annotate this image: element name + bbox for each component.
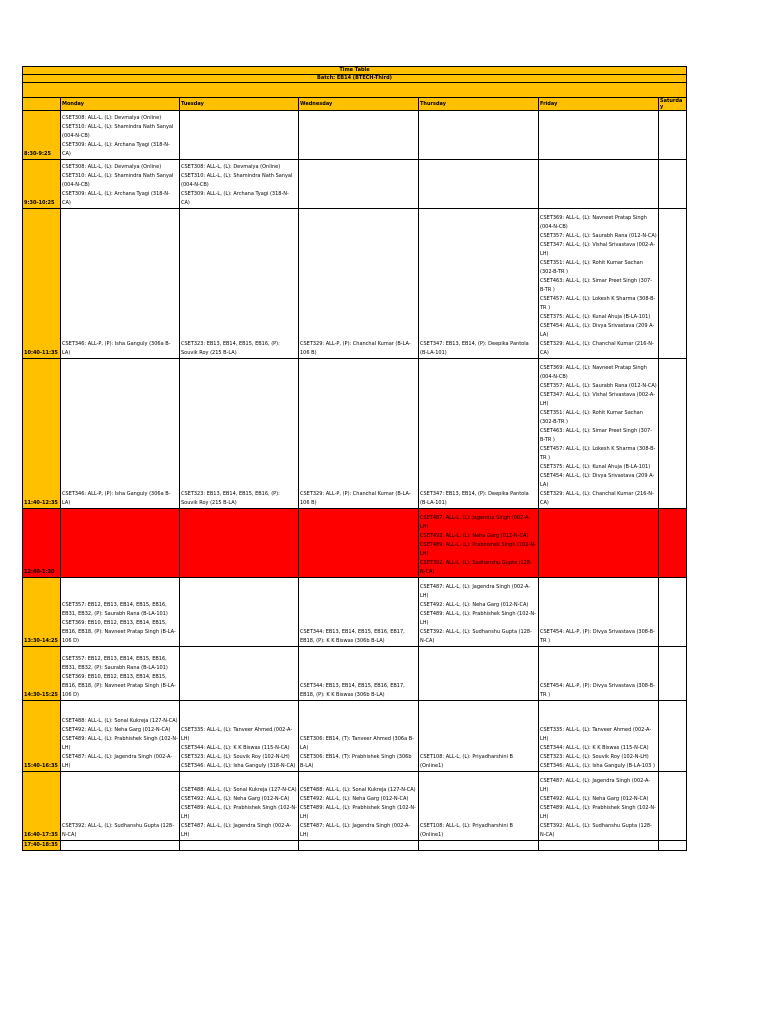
timetable-row: [23, 647, 687, 701]
class-entry: CSET308: ALL-L, (L): Devmalya (Online): [62, 115, 162, 121]
class-cell: [419, 578, 539, 647]
class-cell: [419, 209, 539, 359]
class-cell: [659, 578, 687, 647]
time-slot-label: 10:40-11:35: [23, 209, 61, 359]
class-entry: CSET489: ALL-L, (L): Prabhishek Singh (102-N-LH): [62, 736, 178, 751]
time-slot-label: 17:40-18:35: [23, 841, 61, 851]
class-cell: [659, 841, 687, 851]
class-cell: [419, 647, 539, 701]
class-entry: CSET375: ALL-L, (L): Kunal Ahuja (B-LA-101): [540, 464, 651, 470]
class-entry: CSET487: ALL-L, (L): Jagendra Singh (002-A-LH): [62, 754, 173, 769]
class-entry: CSET487: ALL-L, (L): Jagendra Singh (002-A-LH): [420, 515, 531, 530]
class-cell: [180, 209, 299, 359]
class-cell: [299, 578, 419, 647]
class-cell: [61, 772, 180, 841]
class-cell: [419, 359, 539, 509]
class-cell: [299, 841, 419, 851]
class-entry: CSET351: ALL-L, (L): Rohit Kumar Sachan (302-B-TR ): [540, 260, 643, 275]
class-cell: [539, 509, 659, 578]
class-cell: [61, 359, 180, 509]
class-entry: CSET457: ALL-L, (L): Lokesh K Sharma (308-B-TR ): [540, 296, 656, 311]
class-entry: CSET346: ALL-L, (L): Isha Ganguly (318-N-CA): [181, 763, 296, 769]
class-cell: [61, 209, 180, 359]
time-slot-label: 8:30-9:25: [23, 111, 61, 160]
class-cell: [299, 647, 419, 701]
class-cell: [539, 359, 659, 509]
time-slot-label: 15:40-16:35: [23, 701, 61, 772]
class-entry: CSET369: EB10, EB12, EB13, EB14, EB15, EB16, EB18, (P): Navneet Pratap Singh (B-LA-106 D): [62, 674, 176, 698]
class-cell: [299, 359, 419, 509]
class-entry: CSET487: ALL-L, (L): Jagendra Singh (002-A-LH): [181, 823, 292, 838]
class-entry: CSET335: ALL-L, (L): Tanveer Ahmed (002-A-LH): [540, 727, 652, 742]
class-cell: [61, 160, 180, 209]
class-cell: [539, 111, 659, 160]
class-entry: CSET309: ALL-L, (L): Archana Tyagi (318-N-CA): [62, 142, 170, 157]
class-entry: CSET323: ALL-L, (L): Souvik Roy (102-N-LH): [540, 754, 649, 760]
class-entry: CSET488: ALL-L, (L): Sonal Kukreja (127-N-CA): [300, 787, 416, 793]
class-cell: [659, 160, 687, 209]
class-entry: CSET329: ALL-L, (L): Chanchal Kumar (216-N-CA): [540, 491, 654, 506]
class-entry: CSET347: EB13, EB14, (P): Deepika Pantola (B-LA-101): [420, 341, 529, 356]
class-entry: CSET108: ALL-L, (L): Priyadharshini B (Online1): [420, 754, 513, 769]
class-cell: [659, 111, 687, 160]
class-entry: CSET344: EB13, EB14, EB15, EB16, EB17, EB18, (P): K K Biswas (306b B-LA): [300, 629, 405, 644]
class-cell: [419, 772, 539, 841]
class-entry: CSET369: ALL-L, (L): Navneet Pratap Singh (004-N-CB): [540, 365, 647, 380]
timetable-row: [23, 359, 687, 509]
class-entry: CSET463: ALL-L, (L): Simar Preet Singh (307-B-TR ): [540, 278, 653, 293]
class-cell: [419, 701, 539, 772]
time-slot-label: 14:30-15:25: [23, 647, 61, 701]
class-cell: [299, 509, 419, 578]
timetable: [22, 66, 687, 851]
class-entry: CSET369: EB10, EB12, EB13, EB14, EB15, EB16, EB18, (P): Navneet Pratap Singh (B-LA-106 D): [62, 620, 176, 644]
timetable-row: [23, 841, 687, 851]
class-entry: CSET347: ALL-L, (L): Vishal Srivastava (002-A-LH): [540, 242, 656, 257]
class-entry: CSET457: ALL-L, (L): Lokesh K Sharma (308-B-TR ): [540, 446, 656, 461]
timetable-row: [23, 509, 687, 578]
class-cell: [419, 509, 539, 578]
day-header-saturday: Saturday: [659, 98, 687, 111]
class-cell: [61, 647, 180, 701]
timetable-row: [23, 578, 687, 647]
class-entry: CSET487: ALL-L, (L): Jagendra Singh (002-A-LH): [420, 584, 531, 599]
class-cell: [299, 209, 419, 359]
class-cell: [539, 841, 659, 851]
class-cell: [61, 509, 180, 578]
class-entry: CSET323: EB13, EB14, EB15, EB16, (P): Souvik Roy (215 B-LA): [181, 341, 280, 356]
class-entry: CSET357: ALL-L, (L): Saurabh Rana (012-N-CA): [540, 383, 657, 389]
class-entry: CSET454: ALL-P, (P): Divya Srivastava (308-B-TR ): [540, 629, 655, 644]
class-entry: CSET392: ALL-L, (L): Sudhanshu Gupta (128-N-CA): [420, 629, 532, 644]
class-entry: CSET392: ALL-L, (L): Sudhanshu Gupta (128-N-CA): [420, 560, 532, 575]
class-entry: CSET335: ALL-L, (L): Tanveer Ahmed (002-A-LH): [181, 727, 293, 742]
class-entry: CSET329: ALL-L, (L): Chanchal Kumar (216-N-CA): [540, 341, 654, 356]
day-header-monday: Monday: [61, 98, 180, 111]
class-entry: CSET392: ALL-L, (L): Sudhanshu Gupta (128-N-CA): [62, 823, 174, 838]
class-entry: CSET375: ALL-L, (L): Kunal Ahuja (B-LA-101): [540, 314, 651, 320]
class-entry: CSET489: ALL-L, (L): Prabhishek Singh (102-N-LH): [181, 805, 297, 820]
class-cell: [659, 701, 687, 772]
class-cell: [419, 841, 539, 851]
class-entry: CSET392: ALL-L, (L): Sudhanshu Gupta (128-N-CA): [540, 823, 652, 838]
class-entry: CSET488: ALL-L, (L): Sonal Kukreja (127-N-CA): [62, 718, 178, 724]
class-cell: [659, 509, 687, 578]
class-entry: CSET489: ALL-L, (L): Prabhishek Singh (102-N-LH): [540, 805, 656, 820]
class-cell: [299, 160, 419, 209]
class-entry: CSET492: ALL-L, (L): Neha Garg (012-N-CA): [181, 796, 290, 802]
class-entry: CSET310: ALL-L, (L): Shamindra Nath Sanyal (004-N-CB): [181, 173, 293, 188]
class-entry: CSET310: ALL-L, (L): Shamindra Nath Sanyal (004-N-CB): [62, 124, 174, 139]
class-entry: CSET369: ALL-L, (L): Navneet Pratap Singh (004-N-CB): [540, 215, 647, 230]
class-cell: [61, 111, 180, 160]
class-entry: CSET357: ALL-L, (L): Saurabh Rana (012-N-CA): [540, 233, 657, 239]
class-entry: CSET308: ALL-L, (L): Devmalya (Online): [62, 164, 162, 170]
class-cell: [180, 772, 299, 841]
time-slot-label: 12:40-1:30: [23, 509, 61, 578]
day-header-friday: Friday: [539, 98, 659, 111]
class-entry: CSET492: ALL-L, (L): Neha Garg (012-N-CA): [62, 727, 171, 733]
class-entry: CSET309: ALL-L, (L): Archana Tyagi (318-N-CA): [62, 191, 170, 206]
class-entry: CSET487: ALL-L, (L): Jagendra Singh (002-A-LH): [300, 823, 411, 838]
class-entry: CSET323: ALL-L, (L): Souvik Roy (102-N-LH): [181, 754, 290, 760]
class-cell: [180, 509, 299, 578]
spacer-row: [23, 83, 687, 98]
time-slot-label: 16:40-17:35: [23, 772, 61, 841]
class-entry: CSET306: EB14, (T): Prabhishek Singh (306b B-LA): [300, 754, 412, 769]
corner-cell: [23, 98, 61, 111]
timetable-row: [23, 111, 687, 160]
class-cell: [299, 111, 419, 160]
class-entry: CSET492: ALL-L, (L): Neha Garg (012-N-CA): [420, 533, 529, 539]
class-cell: [180, 841, 299, 851]
class-cell: [61, 701, 180, 772]
class-entry: CSET310: ALL-L, (L): Shamindra Nath Sanyal (004-N-CB): [62, 173, 174, 188]
class-cell: [539, 647, 659, 701]
class-entry: CSET344: ALL-L, (L): K K Biswas (115-N-CA): [540, 745, 649, 751]
class-cell: [419, 160, 539, 209]
class-entry: CSET309: ALL-L, (L): Archana Tyagi (318-N-CA): [181, 191, 289, 206]
class-cell: [61, 578, 180, 647]
batch-label: Batch: EB14 (BTECH-Third): [23, 75, 687, 83]
timetable-row: [23, 772, 687, 841]
class-cell: [180, 701, 299, 772]
class-entry: CSET463: ALL-L, (L): Simar Preet Singh (307-B-TR ): [540, 428, 653, 443]
class-entry: CSET323: EB13, EB14, EB15, EB16, (P): Souvik Roy (215 B-LA): [181, 491, 280, 506]
class-entry: CSET492: ALL-L, (L): Neha Garg (012-N-CA): [300, 796, 409, 802]
class-entry: CSET344: ALL-L, (L): K K Biswas (115-N-CA): [181, 745, 290, 751]
class-cell: [539, 209, 659, 359]
class-cell: [539, 578, 659, 647]
class-entry: CSET357: EB12, EB13, EB14, EB15, EB16, EB31, EB32, (P): Saurabh Rana (B-LA-101): [62, 602, 168, 617]
time-slot-label: 9:30-10:25: [23, 160, 61, 209]
day-header-tuesday: Tuesday: [180, 98, 299, 111]
class-entry: CSET351: ALL-L, (L): Rohit Kumar Sachan (302-B-TR ): [540, 410, 643, 425]
class-entry: CSET346: ALL-L, (L): Isha Ganguly (B-LA-103 ): [540, 763, 655, 769]
class-cell: [180, 359, 299, 509]
timetable-row: [23, 701, 687, 772]
class-cell: [659, 647, 687, 701]
class-cell: [180, 578, 299, 647]
class-cell: [659, 209, 687, 359]
class-cell: [180, 160, 299, 209]
class-entry: CSET344: EB13, EB14, EB15, EB16, EB17, EB18, (P): K K Biswas (306b B-LA): [300, 683, 405, 698]
class-entry: CSET488: ALL-L, (L): Sonal Kukreja (127-N-CA): [181, 787, 297, 793]
class-cell: [659, 359, 687, 509]
class-entry: CSET306: EB14, (T): Tanveer Ahmed (306a B-LA): [300, 736, 414, 751]
class-entry: CSET454: ALL-L, (L): Divya Srivastava (209 A-LA): [540, 323, 655, 338]
class-entry: CSET492: ALL-L, (L): Neha Garg (012-N-CA): [540, 796, 649, 802]
time-slot-label: 11:40-12:35: [23, 359, 61, 509]
class-entry: CSET454: ALL-L, (L): Divya Srivastava (209 A-LA): [540, 473, 655, 488]
timetable-row: [23, 209, 687, 359]
class-cell: [539, 160, 659, 209]
class-entry: CSET108: ALL-L, (L): Priyadharshini B (Online1): [420, 823, 513, 838]
class-cell: [539, 772, 659, 841]
day-header-thursday: Thursday: [419, 98, 539, 111]
class-cell: [419, 111, 539, 160]
class-entry: CSET346: ALL-P, (P): Isha Ganguly (306a B-LA): [62, 491, 171, 506]
class-entry: CSET454: ALL-P, (P): Divya Srivastava (308-B-TR ): [540, 683, 655, 698]
class-entry: CSET487: ALL-L, (L): Jagendra Singh (002-A-LH): [540, 778, 651, 793]
class-cell: [539, 701, 659, 772]
class-cell: [299, 701, 419, 772]
class-entry: CSET489: ALL-L, (L): Prabhishek Singh (102-N-LH): [300, 805, 416, 820]
class-entry: CSET308: ALL-L, (L): Devmalya (Online): [181, 164, 281, 170]
class-entry: CSET329: ALL-P, (P): Chanchal Kumar (B-LA-106 B): [300, 491, 411, 506]
class-entry: CSET347: EB13, EB14, (P): Deepika Pantola (B-LA-101): [420, 491, 529, 506]
class-entry: CSET347: ALL-L, (L): Vishal Srivastava (002-A-LH): [540, 392, 656, 407]
class-entry: CSET357: EB12, EB13, EB14, EB15, EB16, EB31, EB32, (P): Saurabh Rana (B-LA-101): [62, 656, 168, 671]
day-header-wednesday: Wednesday: [299, 98, 419, 111]
class-entry: CSET329: ALL-P, (P): Chanchal Kumar (B-LA-106 B): [300, 341, 411, 356]
class-cell: [659, 772, 687, 841]
class-entry: CSET346: ALL-P, (P): Isha Ganguly (306a B-LA): [62, 341, 171, 356]
class-cell: [61, 841, 180, 851]
timetable-title: Time Table: [23, 67, 687, 75]
time-slot-label: 13:30-14:25: [23, 578, 61, 647]
class-cell: [299, 772, 419, 841]
timetable-row: [23, 160, 687, 209]
class-cell: [180, 647, 299, 701]
class-entry: CSET492: ALL-L, (L): Neha Garg (012-N-CA): [420, 602, 529, 608]
class-entry: CSET489: ALL-L, (L): Prabhishek Singh (102-N-LH): [420, 611, 536, 626]
class-cell: [180, 111, 299, 160]
day-header-row: [23, 98, 687, 111]
class-entry: CSET489: ALL-L, (L): Prabhishek Singh (102-N-LH): [420, 542, 536, 557]
